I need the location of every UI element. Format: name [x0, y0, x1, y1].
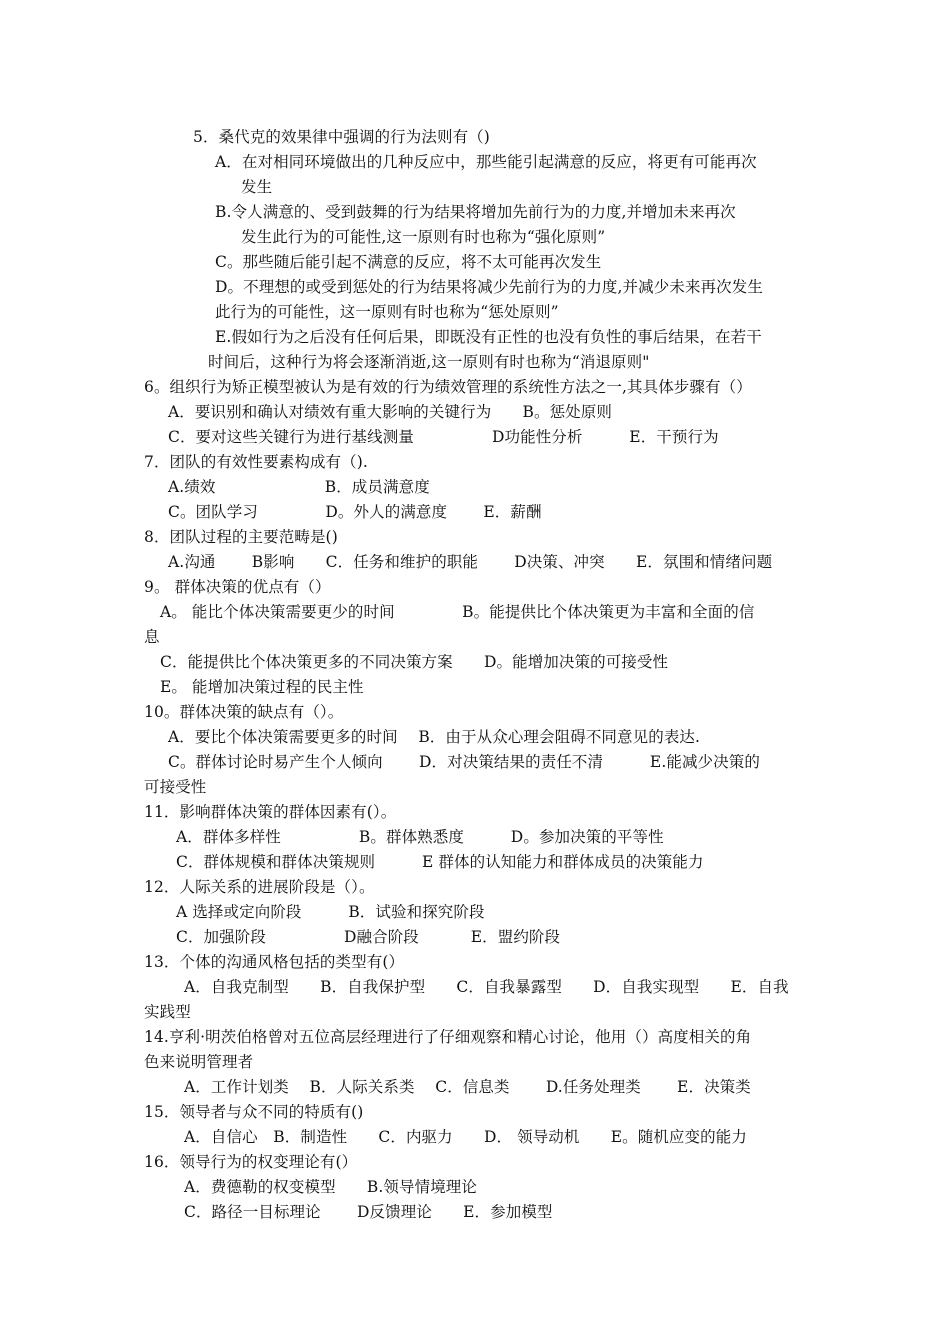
question-13-options-line-1: A．自我克制型 B．自我保护型 C．自我暴露型 D．自我实现型 E．自我 [184, 978, 789, 996]
question-14-options-line-1: A．工作计划类 B．人际关系类 C．信息类 D.任务处理类 E．决策类 [184, 1078, 751, 1096]
question-5-option-c: C。那些随后能引起不满意的反应，将不太可能再次发生 [215, 253, 602, 271]
question-14-stem-cont: 色来说明管理者 [144, 1053, 254, 1071]
question-10-stem: 10。群体决策的缺点有（）。 [144, 703, 344, 721]
question-5-option-b-cont: 发生此行为的可能性,这一原则有时也称为“强化原则” [241, 228, 606, 246]
question-5-option-e: E.假如行为之后没有任何后果，即既没有正性的也没有负性的事后结果，在若干 [215, 328, 762, 346]
question-11-options-line-2: C．群体规模和群体决策规则 E 群体的认知能力和群体成员的决策能力 [176, 853, 704, 871]
question-9-stem: 9。 群体决策的优点有（） [144, 578, 331, 596]
question-5-option-d: D。不理想的或受到惩处的行为结果将减少先前行为的力度,并减少未来再次发生 [215, 278, 763, 296]
question-11-stem: 11．影响群体决策的群体因素有(）。 [144, 803, 397, 821]
question-7-options-line-1: A.绩效 B．成员满意度 [168, 478, 430, 496]
question-10-options-line-1: A．要比个体决策需要更多的时间 B．由于从众心理会阻碍不同意见的表达. [168, 728, 701, 746]
question-10-options-line-2-cont: 可接受性 [144, 778, 207, 796]
question-14-stem: 14.亨利·明茨伯格曾对五位高层经理进行了仔细观察和精心讨论，他用（）高度相关的角 [144, 1028, 752, 1046]
question-16-stem: 16．领导行为的权变理论有(） [144, 1153, 358, 1171]
question-6-stem: 6。组织行为矫正模型被认为是有效的行为绩效管理的系统性方法之一,其具体步骤有（） [144, 378, 752, 396]
question-5-option-a-cont: 发生 [241, 178, 273, 196]
question-16-options-line-1: A．费德勒的权变模型 B.领导情境理论 [184, 1178, 478, 1196]
question-12-stem: 12．人际关系的进展阶段是（）。 [144, 878, 375, 896]
question-8-stem: 8．团队过程的主要范畴是() [144, 528, 338, 546]
question-5-option-a: A．在对相同环境做出的几种反应中，那些能引起满意的反应，将更有可能再次 [215, 153, 757, 171]
question-7-stem: 7．团队的有效性要素构成有（). [144, 453, 368, 471]
question-15-options-line-1: A．自信心 B．制造性 C．内驱力 D． 领导动机 E。随机应变的能力 [184, 1128, 747, 1146]
question-10-options-line-2: C。群体讨论时易产生个人倾向 D．对决策结果的责任不清 E.能减少决策的 [168, 753, 760, 771]
question-6-options-line-1: A．要识别和确认对绩效有重大影响的关键行为 B。惩处原则 [168, 403, 612, 421]
question-9-options-line-1: A。 能比个体决策需要更少的时间 B。能提供比个体决策更为丰富和全面的信 [160, 603, 755, 621]
question-8-options-line-1: A.沟通 B影响 C．任务和维护的职能 D决策、冲突 E．氛围和情绪问题 [168, 553, 773, 571]
question-5-stem: 5．桑代克的效果律中强调的行为法则有（) [193, 128, 490, 146]
question-12-options-line-2: C．加强阶段 D融合阶段 E．盟约阶段 [176, 928, 561, 946]
question-16-options-line-2: C．路径一目标理论 D反馈理论 E．参加模型 [184, 1203, 553, 1221]
question-15-stem: 15．领导者与众不同的特质有() [144, 1103, 364, 1121]
question-9-options-line-1-cont: 息 [144, 628, 160, 646]
question-13-options-line-1-cont: 实践型 [144, 1003, 191, 1021]
question-5-option-b: B.令人满意的、受到鼓舞的行为结果将增加先前行为的力度,并增加未来再次 [215, 203, 736, 221]
question-12-options-line-1: A 选择或定向阶段 B．试验和探究阶段 [176, 903, 485, 921]
question-6-options-line-2: C．要对这些关键行为进行基线测量 D功能性分析 E．干预行为 [168, 428, 719, 446]
question-7-options-line-2: C。团队学习 D。外人的满意度 E．薪酬 [168, 503, 542, 521]
question-5-option-d-cont: 此行为的可能性，这一原则有时也称为“惩处原则” [215, 303, 559, 321]
question-5-option-e-cont: 时间后，这种行为将会逐渐消逝,这一原则有时也称为“消退原则" [208, 353, 650, 371]
question-13-stem: 13．个体的沟通风格包括的类型有(） [144, 953, 405, 971]
question-11-options-line-1: A．群体多样性 B。群体熟悉度 D。参加决策的平等性 [176, 828, 664, 846]
question-9-options-line-3: E。 能增加决策过程的民主性 [160, 678, 364, 696]
question-9-options-line-2: C．能提供比个体决策更多的不同决策方案 D。能增加决策的可接受性 [160, 653, 669, 671]
